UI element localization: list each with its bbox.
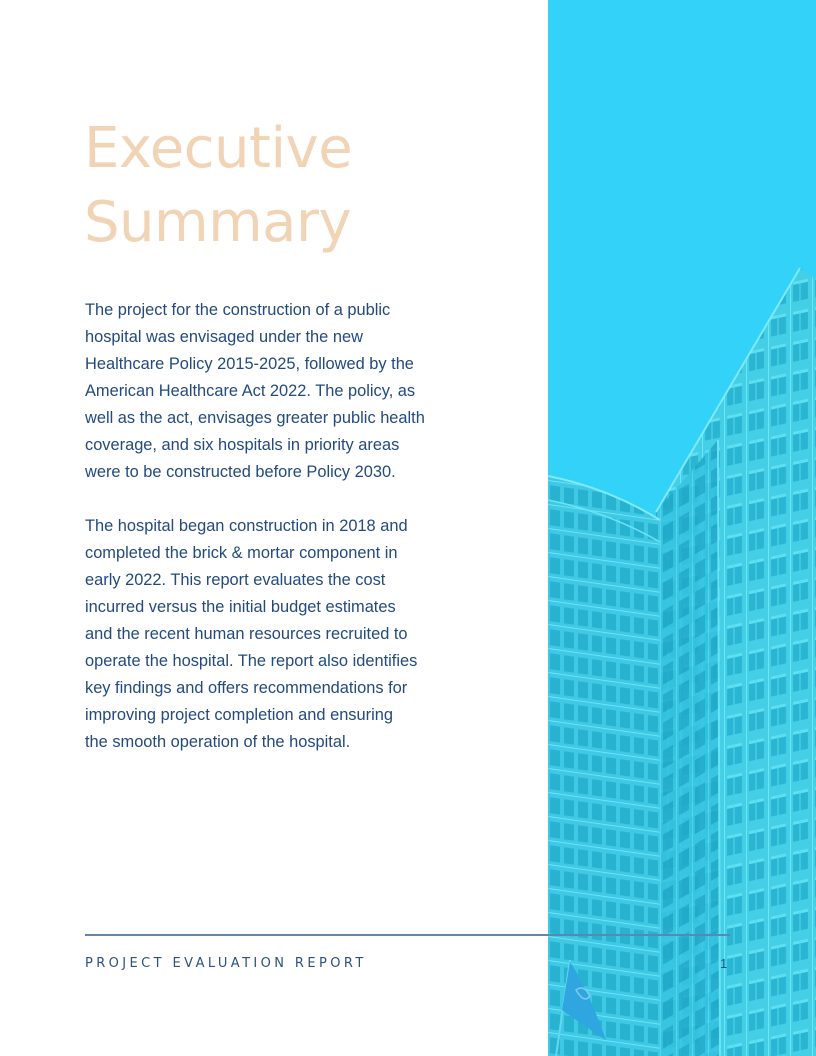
- text-line: key findings and offers recommendations for: [85, 679, 408, 697]
- text-line: improving project completion and ensuring: [85, 706, 393, 724]
- summary-paragraph-1: [85, 297, 465, 486]
- text-line: incurred versus the initial budget estimates: [85, 598, 396, 616]
- footer-divider: [85, 934, 730, 936]
- text-line: were to be constructed before Policy 2030.: [85, 463, 396, 481]
- text-line: The project for the construction of a public: [85, 301, 391, 319]
- text-line: well as the act, envisages greater public health: [85, 409, 425, 427]
- title-line: Executive: [84, 116, 353, 181]
- title-line: Summary: [84, 190, 352, 255]
- text-line: early 2022. This report evaluates the cost: [85, 571, 386, 589]
- text-line: American Healthcare Act 2022. The policy, as: [85, 382, 416, 400]
- page-number: 1: [720, 956, 728, 971]
- text-line: operate the hospital. The report also identifies: [85, 652, 418, 670]
- hospital-building-photo: [548, 0, 816, 1056]
- text-line: and the recent human resources recruited to: [85, 625, 408, 643]
- page-title: [84, 112, 352, 260]
- text-line: completed the brick & mortar component in: [85, 544, 398, 562]
- text-line: coverage, and six hospitals in priority areas: [85, 436, 400, 454]
- report-name: PROJECT EVALUATION REPORT: [85, 956, 367, 971]
- text-line: the smooth operation of the hospital.: [85, 733, 351, 751]
- text-line: hospital was envisaged under the new: [85, 328, 363, 346]
- text-line: The hospital began construction in 2018 and: [85, 517, 408, 535]
- text-line: Healthcare Policy 2015-2025, followed by the: [85, 355, 414, 373]
- summary-paragraph-2: [85, 513, 465, 756]
